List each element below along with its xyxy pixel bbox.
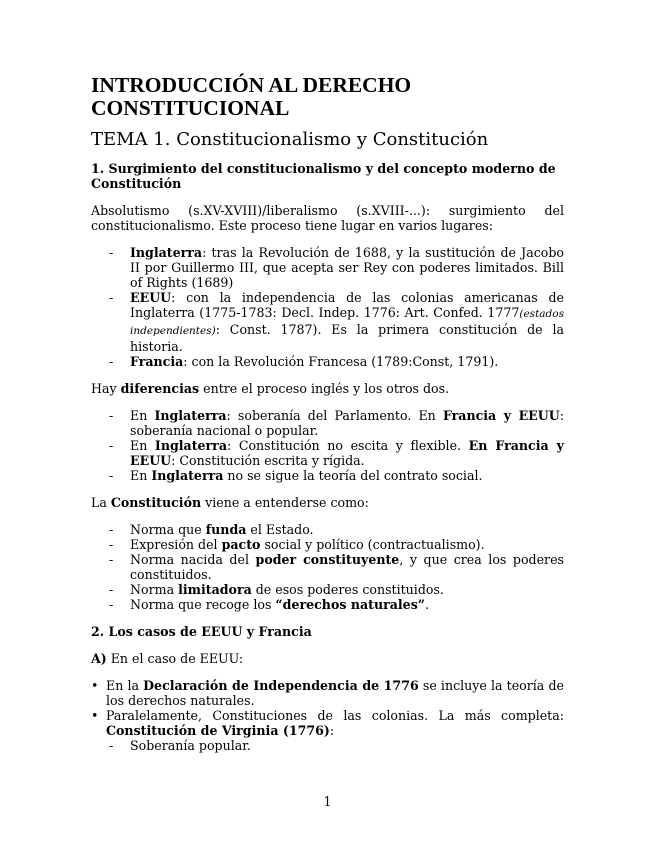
- section-1-intro: Absolutismo (s.XV-XVIII)/liberalismo (s.XVIII-...): surgimiento del constitucionalismo. Este proceso tiene lugar en varios lugares:: [91, 203, 564, 233]
- differences-intro: Hay diferencias entre el proceso inglés y los otros dos.: [91, 381, 450, 396]
- list-item: - Norma nacida del poder constituyente, y que crea los poderes constituidos.: [130, 552, 564, 582]
- list-item: - Expresión del pacto social y político (contractualismo).: [130, 537, 564, 552]
- list-item: - Francia: con la Revolución Francesa (1789:Const, 1791).: [130, 354, 564, 369]
- list-item: - En Inglaterra no se sigue la teoría del contrato social.: [130, 468, 564, 483]
- list-item: - Inglaterra: tras la Revolución de 1688, y la sustitución de Jacobo II por Guillermo III, que acepta ser Rey con poderes limitados. Bill of Rights (1689): [130, 245, 564, 290]
- virginia-list: [106, 738, 564, 753]
- eeuu-bullet-list: [91, 678, 564, 753]
- differences-list: [91, 408, 564, 483]
- section-1-heading: 1. Surgimiento del constitucionalismo y del concepto moderno de Constitución: [91, 161, 556, 191]
- list-item: - En Inglaterra: Constitución no escita y flexible. En Francia y EEUU: Constitución escrita y rígida.: [130, 438, 564, 468]
- document-title: INTRODUCCIÓN AL DERECHO CONSTITUCIONAL: [91, 73, 412, 120]
- list-item: - Norma que funda el Estado.: [130, 522, 564, 537]
- list-item: - Norma limitadora de esos poderes constituidos.: [130, 582, 564, 597]
- tema-heading: TEMA 1. Constitucionalismo y Constitución: [91, 129, 489, 150]
- section-2-sub: A) En el caso de EEUU:: [91, 651, 244, 666]
- list-item: - EEUU: con la independencia de las colonias americanas de Inglaterra (1775-1783: Decl. Indep. 1776: Art. Confed. 1777(estados independientes): Const. 1787). Es la primera constitución de la historia.: [130, 290, 564, 354]
- list-item: - En Inglaterra: soberanía del Parlamento. En Francia y EEUU: soberanía nacional o popular.: [130, 408, 564, 438]
- document-page: [91, 74, 564, 753]
- page-number: 1: [323, 794, 332, 809]
- places-list: [91, 245, 564, 369]
- list-item: - Norma que recoge los “derechos naturales”.: [130, 597, 564, 612]
- list-item: • Paralelamente, Constituciones de las colonias. La más completa: Constitución de Virginia (1776): - Soberanía popular.: [106, 708, 564, 753]
- list-item: - Soberanía popular.: [130, 738, 564, 753]
- list-item: • En la Declaración de Independencia de 1776 se incluye la teoría de los derechos naturales.: [106, 678, 564, 708]
- constitution-intro: La Constitución viene a entenderse como:: [91, 495, 369, 510]
- section-2-heading: 2. Los casos de EEUU y Francia: [91, 624, 312, 639]
- constitution-list: [91, 522, 564, 612]
